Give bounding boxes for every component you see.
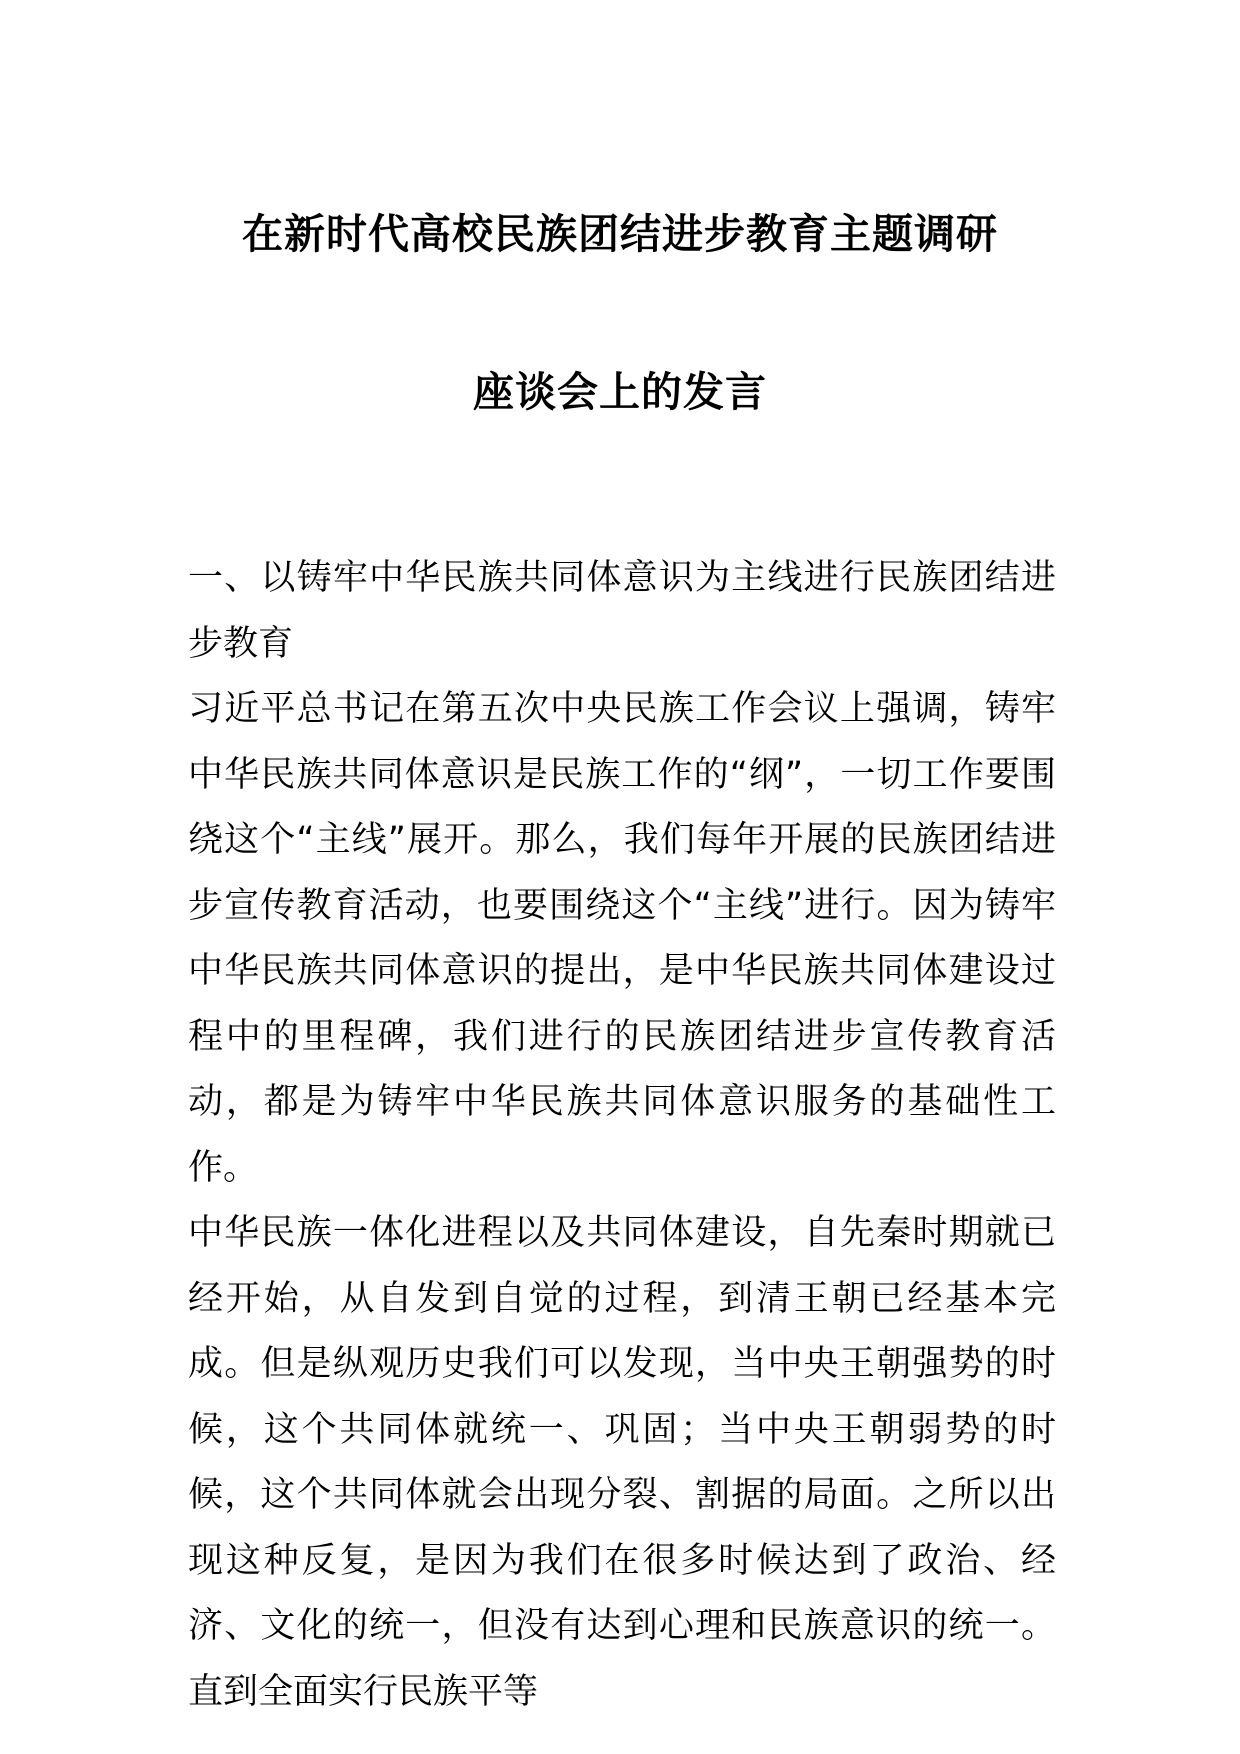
- section-heading: 一、以铸牢中华民族共同体意识为主线进行民族团结进步教育: [188, 558, 1056, 664]
- paragraph: 习近平总书记在第五次中央民族工作会议上强调，铸牢中华民族共同体意识是民族工作的“纲”，一切工作要围绕这个“主线”展开。那么，我们每年开展的民族团结进步宣传教育活动，也要围绕这个“主线”进行。因为铸牢中华民族共同体意识的提出，是中华民族共同体建设过程中的里程碑，我们进行的民族团结进步宣传教育活动，都是为铸牢中华民族共同体意识服务的基础性工作。: [188, 689, 1056, 1188]
- paragraph: 中华民族一体化进程以及共同体建设，自先秦时期就已经开始，从自发到自觉的过程，到清王朝已经基本完成。但是纵观历史我们可以发现，当中央王朝强势的时候，这个共同体就统一、巩固；当中央王朝弱势的时候，这个共同体就会出现分裂、割据的局面。之所以出现这种反复，是因为我们在很多时候达到了政治、经济、文化的统一，但没有达到心理和民族意识的统一。直到全面实行民族平等: [188, 1213, 1056, 1712]
- document-title-line-1: 在新时代高校民族团结进步教育主题调研: [242, 210, 998, 258]
- document-title-line-2: 座谈会上的发言: [473, 368, 767, 416]
- document-body: [188, 546, 1056, 1725]
